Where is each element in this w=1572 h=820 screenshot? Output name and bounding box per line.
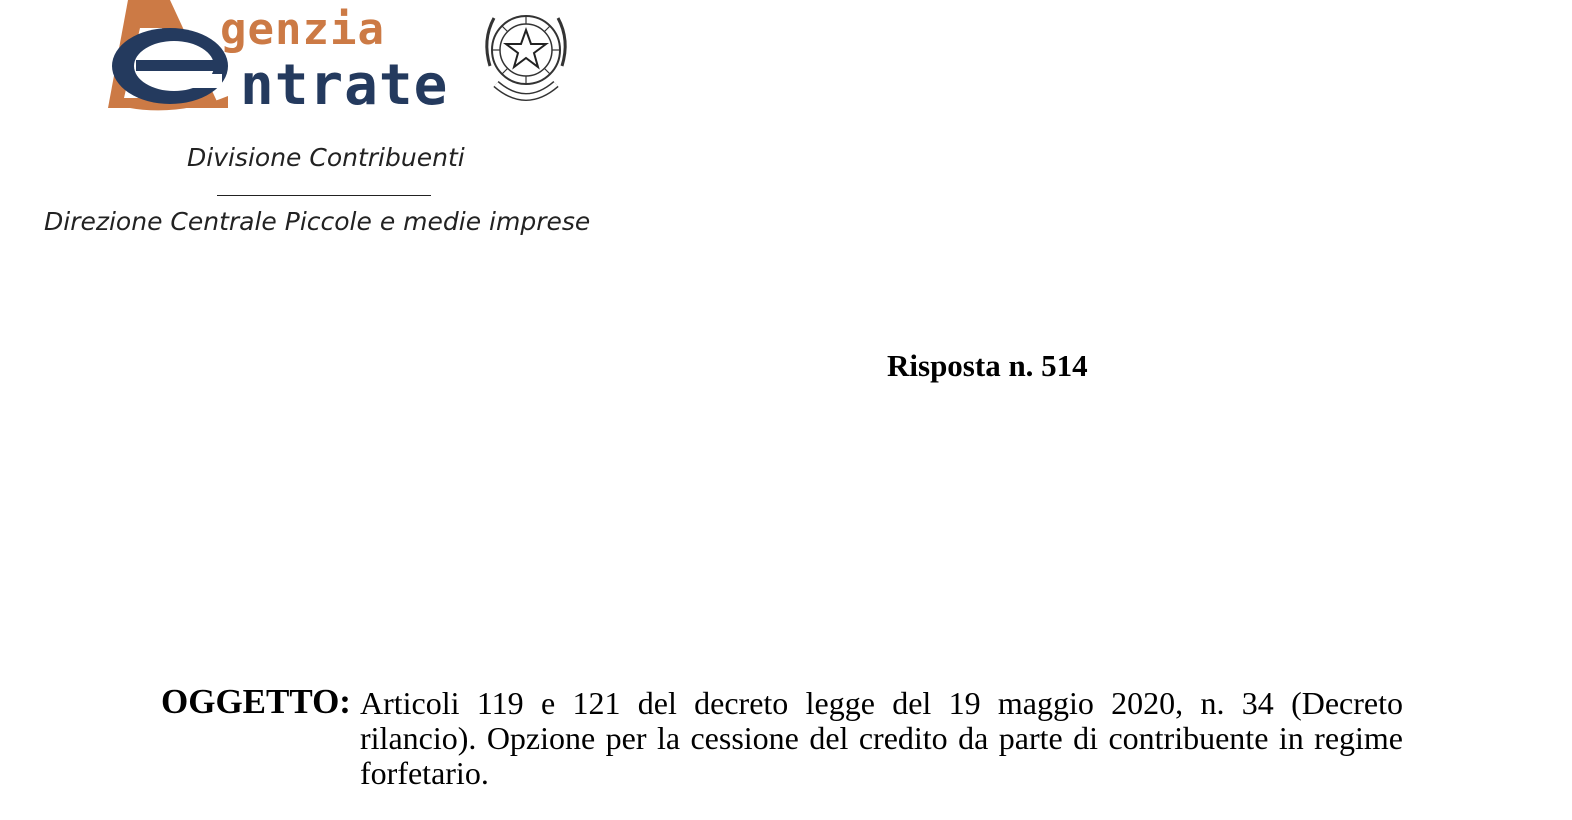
direction-name: Direzione Centrale Piccole e medie imprese bbox=[44, 207, 591, 236]
header-divider bbox=[217, 195, 431, 196]
brand-line-ntrate: ntrate bbox=[240, 53, 449, 118]
agenzia-entrate-logo bbox=[100, 0, 590, 120]
republic-emblem-icon bbox=[476, 0, 576, 112]
division-name: Divisione Contribuenti bbox=[187, 143, 465, 172]
subject-label: OGGETTO: bbox=[161, 682, 351, 721]
response-number: Risposta n. 514 bbox=[887, 348, 1088, 383]
subject-text: Articoli 119 e 121 del decreto legge del 19 maggio 2020, n. 34 (Decreto rilancio). Opzione per la cessione del credito da parte di contribuente in regime forfetario. bbox=[360, 685, 1403, 791]
brand-line-genzia: genzia bbox=[220, 4, 385, 55]
